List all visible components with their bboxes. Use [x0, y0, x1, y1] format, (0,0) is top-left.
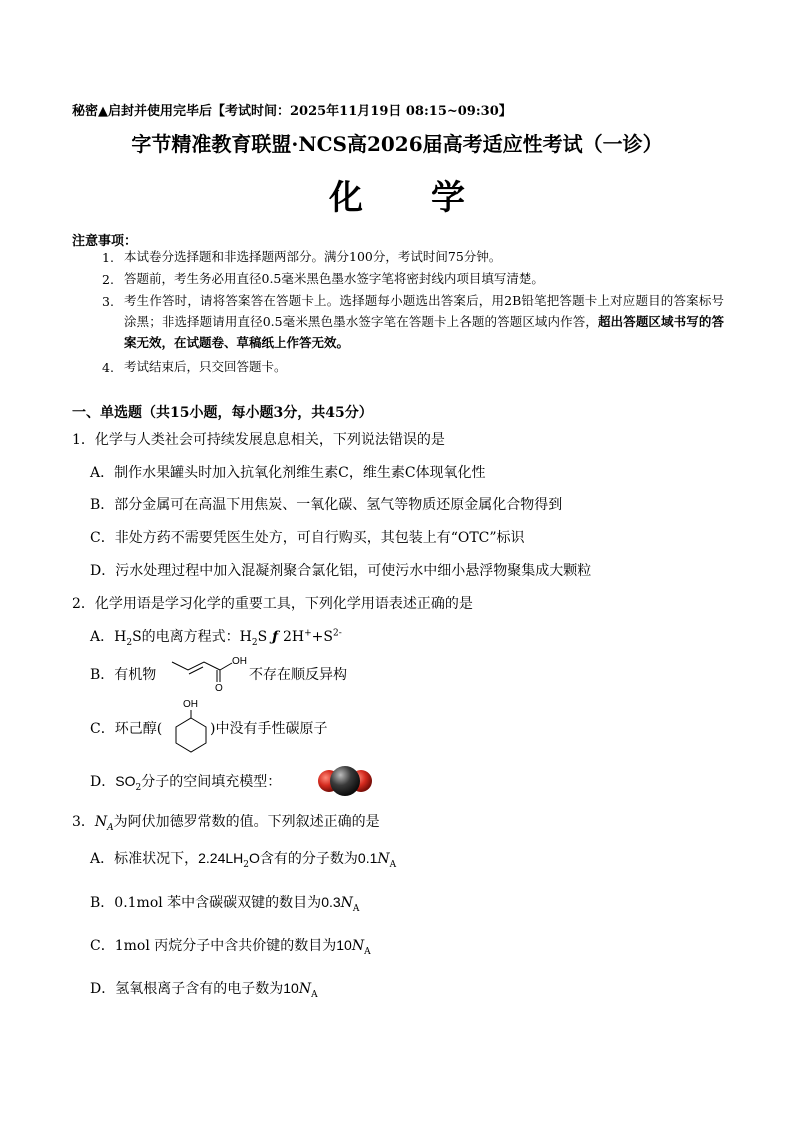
q1-stem: 1．化学与人类社会可持续发展息息相关，下列说法错误的是 [72, 432, 445, 448]
q3-option-b [90, 892, 359, 914]
q2-option-c [90, 718, 162, 738]
q2c-text: C．环己醇( [90, 721, 163, 737]
q2a-sup: + [304, 628, 312, 639]
q2-option-a [90, 626, 342, 648]
avogadro-sub: A [389, 859, 397, 870]
q2a-sub: 2 [126, 637, 133, 648]
q3-stem [72, 811, 380, 833]
q2a-text: A．H [90, 629, 127, 645]
q2d-text: D． [90, 774, 116, 790]
notice-title: 注意事项： [72, 234, 138, 249]
q3-option-c [90, 935, 371, 957]
q3-number: 3． [72, 814, 95, 830]
avogadro-symbol: N [351, 938, 365, 954]
q1-option-a: A．制作水果罐头时加入抗氧化剂维生素C，维生素C体现氧化性 [90, 465, 486, 481]
hydroxyl-bond [220, 663, 232, 670]
q2a-text: S [257, 629, 268, 645]
notice-text-bold: 超出答题区域书写的答案无效，在试题卷、草稿纸上作答无效。 [124, 314, 724, 350]
avogadro-symbol: N [340, 895, 353, 911]
q1-option-d: D．污水处理过程中加入混凝剂聚合氯化铝，可使污水中细小悬浮物聚集成大颗粒 [90, 563, 592, 579]
equilibrium-arrow: ƒ [267, 629, 283, 645]
q2a-text: +S [311, 629, 333, 645]
q3c-text: C．1mol 丙烷分子中含共价键的数目为 [90, 938, 337, 954]
q3b-number: 0.3 [321, 894, 341, 910]
oh-label: OH [232, 656, 247, 667]
central-atom [330, 766, 360, 796]
co2-space-filling-model [316, 763, 374, 799]
so2-formula: SO [115, 773, 136, 789]
notice-text: 本试卷分选择题和非选择题两部分。满分100分，考试时间75分钟。 [124, 249, 502, 264]
carbon-chain-bond [172, 662, 220, 670]
q2a-sup: 2- [332, 628, 342, 639]
q1-option-b: B．部分金属可在高温下用焦炭、一氧化碳、氢气等物质还原金属化合物得到 [90, 497, 563, 513]
q1-option-c: C．非处方药不需要凭医生处方，可自行购买，其包装上有“OTC”标识 [90, 530, 525, 546]
notice-text: 考试结束后，只交回答题卡。 [124, 359, 287, 374]
q3a-number: 0.1 [357, 850, 378, 866]
q2a-text: S的电离方程式：H [132, 629, 252, 645]
q3d-number: 10 [283, 980, 299, 996]
q3a-value: O [249, 850, 260, 866]
avogadro-symbol: N [298, 981, 312, 997]
avogadro-symbol: N [377, 851, 390, 867]
oh-label: OH [183, 699, 198, 710]
q2-option-b [90, 664, 156, 684]
q2a-text: 2H [282, 629, 305, 645]
q3a-sub: 2 [243, 859, 250, 870]
notice-text [124, 290, 724, 353]
notice-num: 4. [102, 360, 114, 375]
avogadro-sub: A [364, 946, 371, 957]
q3d-text: D．氢氧根离子含有的电子数为 [90, 981, 284, 997]
q2d-text: 分子的空间填充模型： [141, 774, 282, 790]
q2b-text: B．有机物 [90, 667, 157, 683]
so2-sub: 2 [135, 782, 142, 793]
subject-title: 化学 [329, 178, 533, 218]
section-title: 一、单选题（共15小题，每小题3分，共45分） [72, 405, 373, 421]
q2-option-d [90, 771, 281, 793]
q3a-text: A．标准状况下， [90, 851, 199, 867]
notice-text: 答题前，考生务必用直径0.5毫米黑色墨水签字笔将密封线内项目填写清楚。 [124, 271, 544, 286]
q3a-value: 2.24LH [198, 850, 244, 866]
q3-option-a [90, 848, 396, 870]
avogadro-sub: A [107, 822, 114, 833]
q3b-text: B．0.1mol 苯中含碳碳双键的数目为 [90, 895, 322, 911]
notice-text-a: 考生作答时，请将答案答在答题卡上。选择题每小题选出答案后，用2B铅笔把答题卡上对应题目的答案标号涂黑；非选择题请用直径0.5毫米黑色墨水签字笔在答题卡上各题的答题区域内作答， [124, 293, 724, 329]
q3-stem-text: 为阿伏加德罗常数的值。下列叙述正确的是 [113, 814, 380, 830]
avogadro-sub: A [352, 903, 360, 914]
cyclohexane-ring [176, 718, 206, 752]
q2c-suffix: )中没有手性碳原子 [210, 721, 328, 737]
o-label: O [215, 683, 223, 694]
q3a-text: 含有的分子数为 [259, 851, 358, 867]
avogadro-sub: A [311, 989, 318, 1000]
q3c-number: 10 [336, 937, 352, 953]
notice-num: 2. [102, 272, 114, 287]
q2-stem: 2．化学用语是学习化学的重要工具，下列化学用语表述正确的是 [72, 596, 473, 612]
notice-num: 1. [102, 250, 114, 265]
q2b-suffix: 不存在顺反异构 [249, 667, 347, 683]
confidential-line: 秘密▲启封并使用完毕后【考试时间：2025年11月19日 08:15~09:30】 [72, 104, 512, 119]
q2a-sub: 2 [251, 637, 258, 648]
avogadro-symbol: N [94, 814, 108, 830]
crotonic-acid-structure [166, 654, 250, 694]
notice-num: 3. [102, 294, 114, 309]
exam-title: 字节精准教育联盟·NCS高2026届高考适应性考试（一诊） [131, 132, 663, 156]
q3-option-d [90, 978, 318, 1000]
